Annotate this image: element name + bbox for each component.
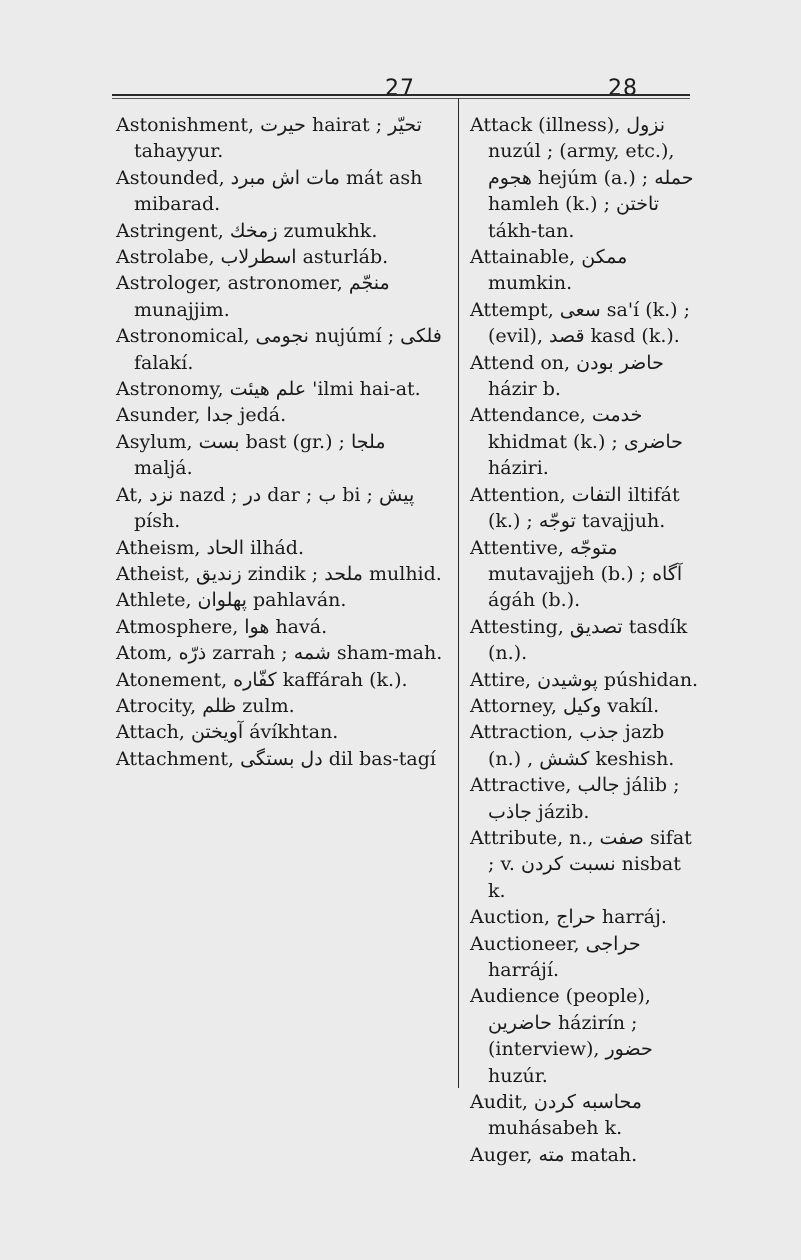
dictionary-entry: Attachment, دل بستگی dil bas-tagí: [116, 747, 436, 770]
page-number-right: 28: [608, 76, 638, 101]
dictionary-entry: Auction, حراج harráj.: [470, 906, 667, 929]
dictionary-entry: Attempt, سعی sa'í (k.) ; (evil), قصد kasd (k.).: [470, 298, 691, 348]
dictionary-entry: At, نزد nazd ; در dar ; ب bi ; پيش písh.: [116, 483, 415, 533]
dictionary-entry: Atheism, الحاد ilhád.: [116, 536, 304, 559]
right-column: [470, 112, 702, 1168]
dictionary-entry: Attesting, تصديق tasdík (n.).: [470, 615, 688, 665]
dictionary-entry: Audit, محاسبه کردن muhásabeh k.: [470, 1091, 642, 1140]
dictionary-entry: Auctioneer, حراجی harrájí.: [470, 932, 641, 981]
dictionary-entry: Atonement, كفّاره kaffárah (k.).: [116, 668, 408, 691]
column-divider: [458, 98, 459, 1088]
left-column: [116, 112, 446, 772]
dictionary-entry: Atheist, زنديق zindik ; ملحد mulhid.: [116, 562, 442, 585]
dictionary-entry: Attach, آويختن ávíkhtan.: [116, 721, 339, 744]
dictionary-entry: Attainable, ممکن mumkin.: [470, 246, 628, 295]
dictionary-entry: Attraction, جذب jazb (n.) , کشش keshish.: [470, 721, 675, 770]
dictionary-entry: Auger, مته matah.: [470, 1143, 638, 1166]
dictionary-entry: Atom, ذرّه zarrah ; شمه sham-mah.: [116, 642, 443, 665]
dictionary-entry: Attribute, n., صفت sifat ; v. نسبت کردن nisbat k.: [470, 826, 692, 902]
dictionary-entry: Audience (people), حاضرين házirín ; (interview), حضور huzúr.: [470, 985, 653, 1087]
dictionary-entry: Astonishment, حيرت hairat ; تحيّر tahayyur.: [116, 114, 422, 163]
dictionary-entry: Atmosphere, هوا havá.: [116, 615, 328, 638]
dictionary-entry: Asylum, بست bast (gr.) ; ملجا maljá.: [116, 430, 386, 480]
dictionary-entry: Astrologer, astronomer, منجّم munajjim.: [116, 272, 390, 321]
dictionary-entry: Attorney, وکيل vakíl.: [470, 694, 660, 717]
dictionary-entry: Astounded, مات اش مبرد mát ash mibarad.: [116, 166, 423, 216]
dictionary-entry: Attractive, جالب jálib ; جاذب jázib.: [470, 774, 680, 823]
dictionary-entry: Attention, التفات iltifát (k.) ; توجّه tavajjuh.: [470, 483, 680, 533]
dictionary-entry: Attendance, خدمت khidmat (k.) ; حاضری háziri.: [470, 404, 683, 480]
dictionary-entry: Atrocity, ظلم zulm.: [116, 694, 295, 717]
dictionary-entry: Astronomy, علم هيئت 'ilmi hai-at.: [116, 378, 421, 401]
dictionary-entry: Attentive, متوجّه mutavajjeh (b.) ; آگاه ágáh (b.).: [470, 536, 683, 612]
dictionary-entry: Attend on, حاضر بودن házir b.: [470, 351, 664, 401]
dictionary-entry: Attack (illness), نزول nuzúl ; (army, etc.), هجوم hejúm (a.) ; حمله hamleh (k.) ; تاختن tákh-tan.: [470, 114, 694, 242]
dictionary-entry: Astrolabe, اسطرلاب asturláb.: [116, 246, 389, 269]
page-number-left: 27: [385, 76, 415, 101]
header-rule: [112, 94, 690, 96]
dictionary-entry: Astronomical, نجومی nujúmí ; فلکی falakí.: [116, 325, 442, 374]
header-rule-thin: [112, 98, 690, 99]
dictionary-entry: Asunder, جدا jedá.: [116, 404, 287, 427]
dictionary-entry: Attire, پوشيدن púshidan.: [470, 668, 699, 691]
dictionary-entry: Athlete, پهلوان pahlaván.: [116, 589, 347, 612]
dictionary-entry: Astringent, زمخك zumukhk.: [116, 219, 378, 242]
